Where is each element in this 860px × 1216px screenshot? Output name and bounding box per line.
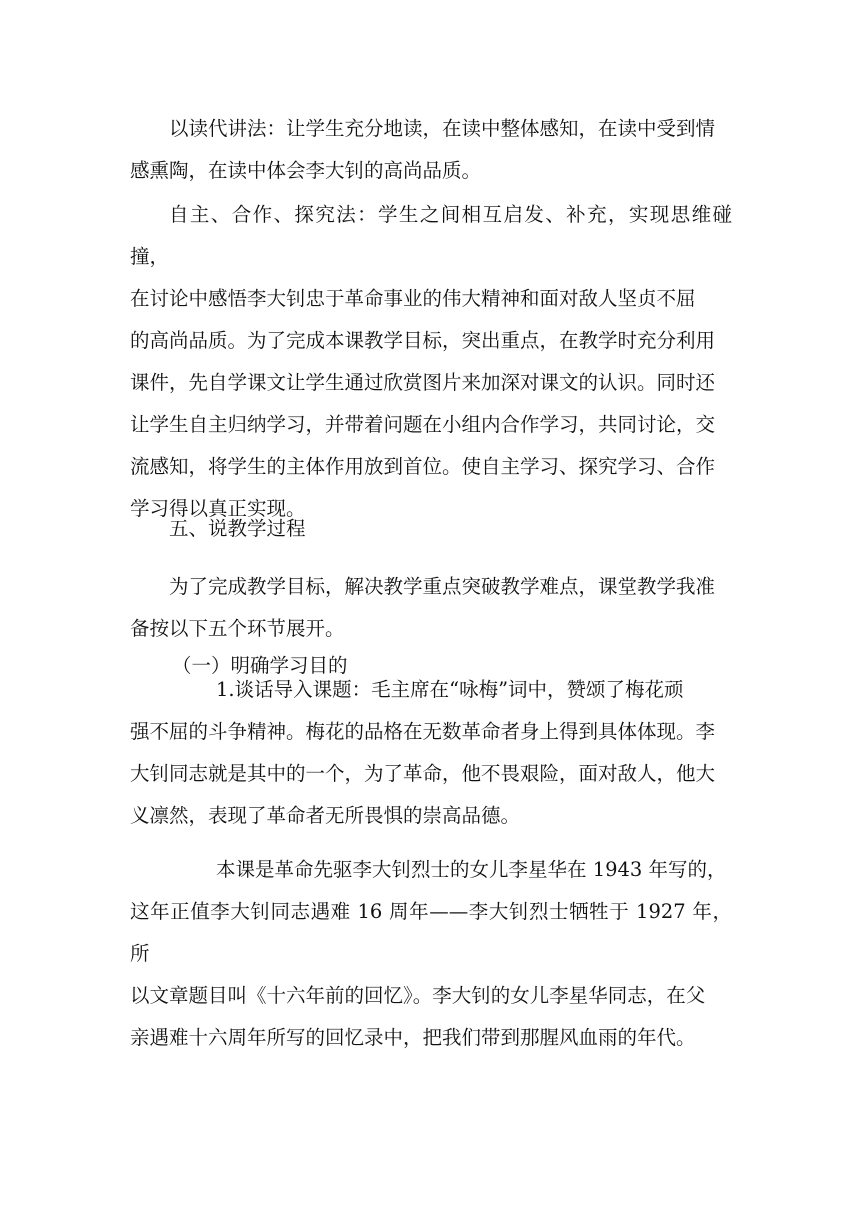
text-line: 这年正值李大钊同志遇难 16 周年——李大钊烈士牺牲于 1927 年，所 [130,900,732,965]
text-line: 大钊同志就是其中的一个，为了革命，他不畏艰险，面对敌人，他大 [130,762,716,785]
section-heading-teaching-process [130,508,732,550]
text-line: 本课是革命先驱李大钊烈士的女儿李星华在 1943 年写的， [216,858,727,881]
text-line: 在讨论中感悟李大钊忠于革命事业的伟大精神和面对敌人坚贞不屈 [130,287,696,310]
heading-text: 五、说教学过程 [169,517,306,540]
text-line: 的高尚品质。为了完成本课教学目标，突出重点，在教学时充分利用 [130,329,716,352]
text-line: 义凛然，表现了革命者无所畏惧的崇高品德。 [130,804,521,827]
text-line: 以文章题目叫《十六年前的回忆》。李大钊的女儿李星华同志，在父 [130,984,706,1007]
text-line: 学习得以真正实现。 [130,497,306,520]
paragraph-autonomy-cooperation [130,194,732,530]
text-line: 1.谈话导入课题：毛主席在“咏梅”词中，赞颂了梅花顽 [216,678,684,701]
paragraph-introduction [130,669,732,837]
paragraph-background [130,849,732,1059]
text-line: 亲遇难十六周年所写的回忆录中，把我们带到那腥风血雨的年代。 [130,1026,696,1049]
text-line: 让学生自主归纳学习，并带着问题在小组内合作学习，共同讨论，交 [130,413,716,436]
paragraph-five-stages [130,566,732,650]
text-line: 备按以下五个环节展开。 [130,617,345,640]
text-line: 为了完成教学目标，解决教学重点突破教学难点，课堂教学我准 [169,575,716,598]
text-line: 课件，先自学课文让学生通过欣赏图片来加深对课文的认识。同时还 [130,371,716,394]
text-line: 强不屈的斗争精神。梅花的品格在无数革命者身上得到具体体现。李 [130,720,716,743]
text-line: 感熏陶，在读中体会李大钊的高尚品质。 [130,159,482,182]
paragraph-reading-method [130,108,732,192]
text-line: 流感知，将学生的主体作用放到首位。使自主学习、探究学习、合作 [130,455,716,478]
text-line: 自主、合作、探究法：学生之间相互启发、补充，实现思维碰撞， [130,203,732,268]
subheading-text: （一）明确学习目的 [172,654,348,677]
text-line: 以读代讲法：让学生充分地读，在读中整体感知，在读中受到情 [169,117,716,140]
